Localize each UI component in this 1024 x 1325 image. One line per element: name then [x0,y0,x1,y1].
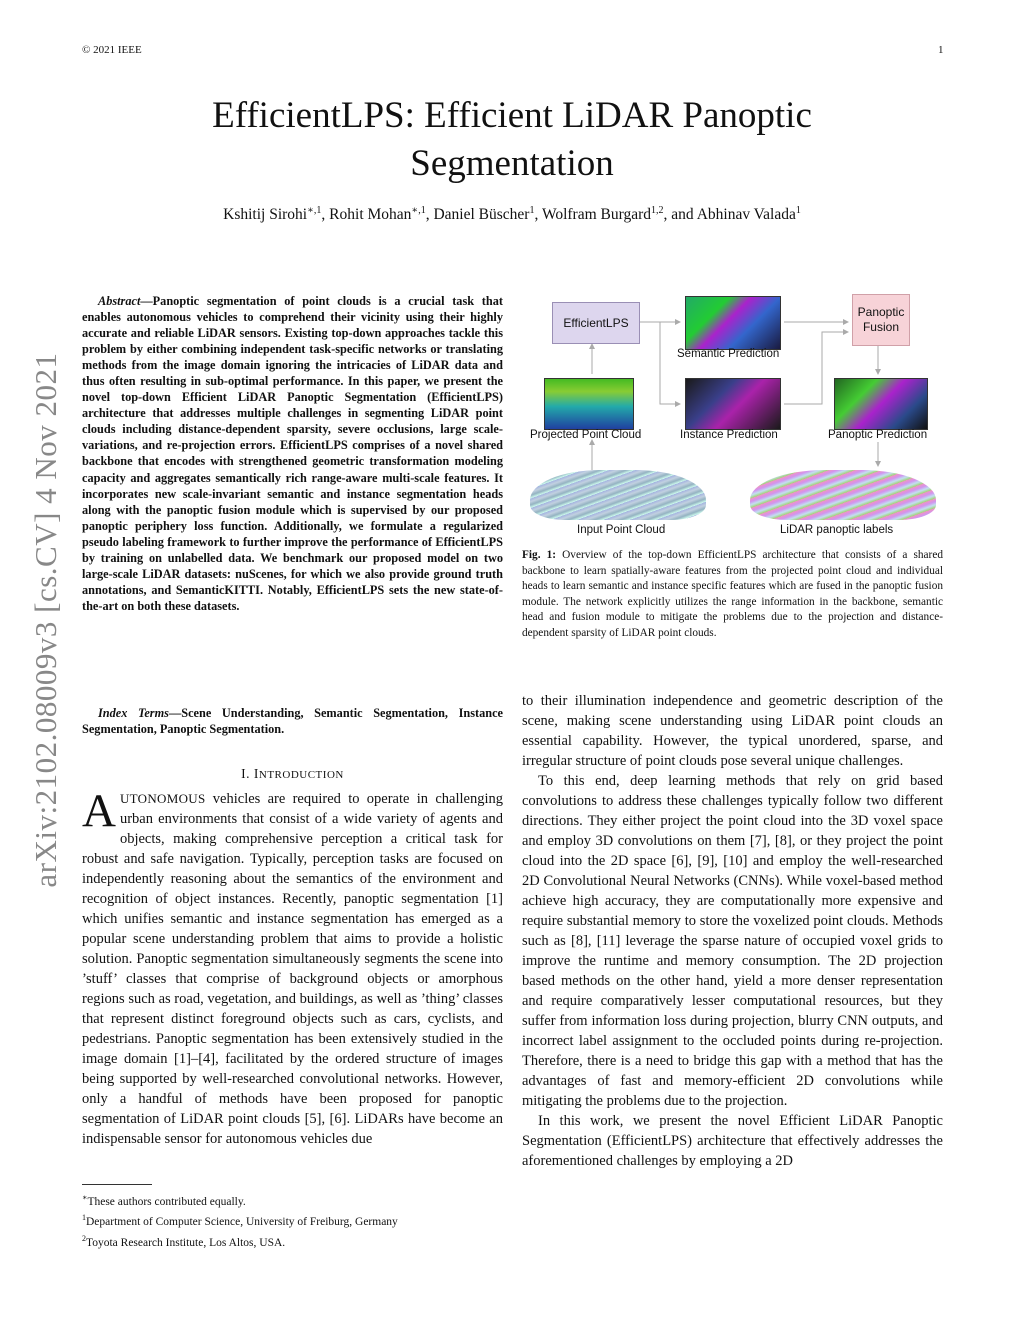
paragraph: To this end, deep learning methods that rely on grid based convolutions to address these challenges typically follow two different directions. They either project the point cloud into the 3D voxel space and employ 3D convolutions on them [7], [8], or they project the point cloud into the 2D space [6], [9], [10] and employ the well-researched 2D Convolutional Neural Networks (CNNs). While voxel-based method achieve high accuracy, they are computationally more expensive and require substantial memory to store the voxelized point clouds. Methods such as [8], [11] leverage the sparse nature of occupied voxel grids to improve the runtime and memory consumption. The 2D projection based methods on the other hand, yield a more denser representation and require comparatively lesser computational resources, but they suffer from information loss during projection, blurry CNN outputs, and incorrect label assignment to the occluded points during re-projection. Therefore, there is a need to bridge this gap with a method that has the advantages of fast and memory-efficient 2D convolutions while mitigating the problems due to the projection. [522,773,943,1109]
panoptic-prediction-label: Panoptic Prediction [828,429,928,441]
author-separator: , and [663,206,697,224]
author-separator: , [534,206,542,224]
author-list [100,205,924,224]
figure-caption [522,548,943,641]
section-title-rest: NTRODUCTION [258,769,344,781]
footnote [82,1210,503,1230]
arxiv-stamp-text: arXiv:2102.08009v3 [cs.CV] 4 Nov 2021 [28,352,63,888]
panoptic-fusion-box [852,294,910,346]
semantic-prediction-image [685,296,781,350]
panoptic-prediction-image [834,378,928,430]
author-name: Wolfram Burgard [541,206,652,224]
title-line-1: EfficientLPS: Efficient LiDAR Panoptic [212,95,812,136]
author-separator: , [425,206,434,224]
lidar-panoptic-labels-label: LiDAR panoptic labels [780,524,894,536]
index-terms-label: Index Terms [98,706,169,720]
input-point-cloud-image [530,470,706,520]
figure-1 [522,290,952,540]
input-point-cloud-label: Input Point Cloud [577,524,666,536]
paper-title [150,92,874,188]
projected-point-cloud-image [544,378,634,430]
author-separator: , [321,206,330,224]
semantic-prediction-label: Semantic Prediction [677,348,780,360]
drop-cap: A [82,785,116,837]
footnote-rule [82,1184,152,1185]
index-terms-text: —Scene Understanding, Semantic Segmentation, Instance Segmentation, Panoptic Segmentation. [82,706,504,736]
paragraph: In this work, we present the novel Efficient LiDAR Panoptic Segmentation (EfficientLPS) architecture that effectively addresses the aforementioned challenges by employing a 2D [522,1113,943,1169]
panoptic-fusion-label-2: Fusion [862,320,899,334]
section-heading [82,766,503,782]
footnote [82,1190,503,1210]
title-line-2: Segmentation [410,143,614,184]
author-name: Rohit Mohan [329,206,412,224]
footnote-mark: 1 [82,1213,86,1223]
author-affiliation: ∗,1 [307,205,322,216]
instance-prediction-label: Instance Prediction [680,429,778,441]
projected-point-cloud-label: Projected Point Cloud [530,429,642,441]
panoptic-fusion-label-1: Panoptic [857,305,905,319]
column-2-body [522,691,943,1171]
copyright-notice: © 2021 IEEE [82,44,142,56]
author-name: Daniel Büscher [433,206,530,224]
abstract [82,293,503,614]
lidar-panoptic-labels-image [750,470,936,520]
section-initial: I [253,766,259,781]
figure-caption-text: Overview of the top-down EfficientLPS architecture that consists of a shared backbone to learn spatially-aware features from the projected point cloud and individual heads to learn semantic and instance specific features which are fused in the panoptic fusion module. The network explicitly utilizes the range information in the backbone, semantic head and fusion module to mitigate the problems due to the projection and distance-dependent sparsity of LiDAR point clouds. [522,549,943,639]
figure-caption-label: Fig. 1: [522,549,557,561]
footnote-mark: ∗ [82,1193,88,1202]
paragraph: to their illumination independence and geometric description of the scene, making scene understanding using LiDAR point clouds an essential capability. However, the typical unordered, sparse, and irregular structure of point clouds pose several unique challenges. [522,693,943,769]
author-affiliation: 1,2 [651,205,664,216]
footnote-mark: 2 [82,1233,86,1243]
intro-first-word: UTONOMOUS [119,791,206,806]
author-affiliation: 1 [529,205,535,216]
footnote-text: These authors contributed equally. [87,1195,246,1208]
instance-prediction-image [685,378,781,430]
author-affiliation: 1 [795,205,801,216]
index-terms [82,705,503,737]
footnote [82,1231,503,1251]
author-name: Abhinav Valada [696,206,796,224]
efficientlps-label: EfficientLPS [563,316,629,330]
author-name: Kshitij Sirohi [223,206,308,224]
abstract-label: Abstract [98,294,141,308]
efficientlps-box [552,302,640,344]
section-number: I. [241,766,254,781]
abstract-text: —Panoptic segmentation of point clouds is a crucial task that enables autonomous vehicles to comprehend their vicinity using their highly accurate and reliable LiDAR sensors. Existing top-down approaches tackle this problem by either combining independent task-specific networks or translating methods from the image domain ignoring the intricacies of LiDAR data and thus often resulting in sub-optimal performance. In this paper, we present the novel top-down Efficient LiDAR Panoptic Segmentation (EfficientLPS) architecture that addresses multiple challenges in segmenting LiDAR point clouds including distance-dependent sparsity, severe occlusions, large scale-variations, and re-projection errors. EfficientLPS comprises of a novel shared backbone that encodes with strengthened geometric transformation modeling capacity and aggregates semantically rich range-aware multi-scale features. It incorporates new scale-invariant semantic and instance segmentation heads along with the panoptic fusion module which is supervised by our proposed panoptic periphery loss function. Additionally, we formulate a regularized pseudo labeling framework to further improve the performance of EfficientLPS by training on unlabelled data. We benchmark our proposed model on two large-scale LiDAR datasets: nuScenes, for which we also provide ground truth annotations, and SemanticKITTI. Notably, EfficientLPS sets the new state-of-the-art on both these datasets. [82,294,503,613]
arrow [660,322,680,404]
author-affiliation: ∗,1 [411,205,426,216]
footnote-text: Toyota Research Institute, Los Altos, USA. [86,1236,286,1249]
intro-text: vehicles are required to operate in challenging urban environments that consist of a wide variety of agents and objects, making comprehensive perception a critical task for robust and safe navigation. Typically, perception tasks are focused on independently reasoning about the semantics of the environment and recognition of object instances. Recently, panoptic segmentation [1] which unifies semantic and instance segmentation has emerged as a popular scene understanding problem that aims to provide a holistic solution. Panoptic segmentation simultaneously segments the scene into ’stuff’ classes that comprise of background objects or amorphous regions such as road, vegetation, and buildings, as well as ’thing’ classes that represent distinct foreground objects such as cars, cyclists, and pedestrians. Panoptic segmentation has been extensively studied in the image domain [1]–[4], facilitated by the ordered structure of images being supported by well-researched convolutional networks. However, only a handful of methods have been proposed for panoptic segmentation of LiDAR point clouds [5], [6]. LiDARs have become an indispensable sensor for autonomous vehicles due [82,791,503,1147]
footnotes [82,1190,503,1251]
page-number: 1 [938,44,944,56]
intro-paragraph-1 [82,785,503,1149]
footnote-text: Department of Computer Science, University of Freiburg, Germany [86,1216,398,1229]
